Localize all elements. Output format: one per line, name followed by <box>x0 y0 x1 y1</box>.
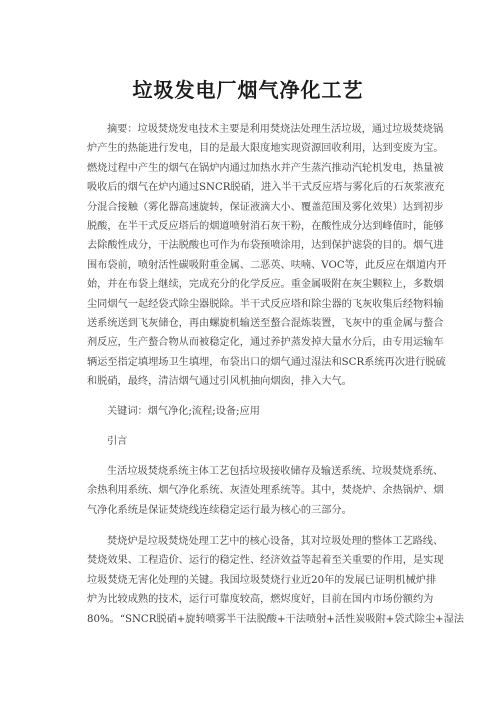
abstract-line: 炉产生的热能进行发电，目的是最大限度地实现资源回收利用，达到变废为宝。 <box>87 143 444 155</box>
abstract-line: 摘要：垃圾焚烧发电技术主要是利用焚烧法处理生活垃圾，通过垃圾焚烧锅 <box>107 124 444 135</box>
abstract-line: 围布袋前，喷射活性碳吸附重金属、二恶英、呋喃、VOC等，此反应在烟道内开 <box>87 259 447 271</box>
paragraph-line: 生活垃圾焚烧系统主体工艺包括垃圾接收储存及输送系统、垃圾焚烧系统、 <box>107 466 444 477</box>
document-title: 垃圾发电厂烟气净化工艺 <box>132 78 364 102</box>
abstract-line: 辆运至指定填埋场卫生填埋，布袋出口的烟气通过湿法和SCR系统再次进行脱硫 <box>87 356 446 368</box>
paragraph-line: 炉为比较成熟的技术，运行可靠度较高，燃烬度好，目前在国内市场份额约为 <box>87 594 434 606</box>
paragraph-line: 余热利用系统、烟气净化系统、灰渣处理系统等。其中，焚烧炉、余热锅炉、烟 <box>87 485 444 497</box>
intro-paragraph-1 <box>87 462 444 520</box>
abstract-line: 燃烧过程中产生的烟气在锅炉内通过加热水并产生蒸汽推动汽轮机发电，热量被 <box>87 162 444 174</box>
abstract-line: 尘同烟气一起经袋式除尘器脱除。半干式反应塔和除尘器的飞灰收集后经物料输 <box>87 298 444 310</box>
abstract-line: 吸收后的烟气在炉内通过SNCR脱硝，进入半干式反应塔与雾化后的石灰浆液充 <box>87 182 445 194</box>
paragraph-line: 气净化系统是保证焚烧线连续稳定运行最为核心的三部分。 <box>87 504 352 516</box>
paragraph-line: 80%。“SNCR脱硝+旋转喷雾半干法脱酸+干法喷射+活性炭吸附+袋式除尘+湿法 <box>87 613 464 625</box>
intro-heading-text: 引言 <box>107 436 128 447</box>
paragraph-line: 焚烧炉是垃圾焚烧处理工艺中的核心设备，其对垃圾处理的整体工艺路线、 <box>107 536 444 547</box>
abstract-line: 和脱硝，最终，清洁烟气通过引风机抽向烟囱，排入大气。 <box>87 376 352 388</box>
keywords <box>87 402 409 421</box>
abstract-line: 分混合接触（雾化器高速旋转，保证液滴大小、覆盖范围及雾化效果）达到初步 <box>87 201 444 213</box>
intro-paragraph-2 <box>87 532 464 629</box>
abstract-line: 去除酸性成分，干法脱酸也可作为布袋预喷涂用，达到保护滤袋的目的。烟气进 <box>87 240 444 252</box>
abstract-line: 脱酸，在半干式反应塔后的烟道喷射消石灰干粉，在酸性成分达到峰值时，能够 <box>87 220 444 232</box>
keywords-line: 关键词：烟气净化;流程;设备;应用 <box>107 406 260 417</box>
abstract-paragraph <box>87 120 447 391</box>
abstract-line: 送系统送到飞灰储仓，再由螺旋机输送至螯合混炼装置，飞灰中的重金属与螯合 <box>87 317 444 329</box>
abstract-line: 剂反应，生产螯合物从而被稳定化，通过养护蒸发掉大量水分后，由专用运输车 <box>87 337 444 349</box>
abstract-line: 始，并在布袋上继续，完成充分的化学反应。重金属吸附在灰尘颗粒上，多数烟 <box>87 279 444 291</box>
paragraph-line: 焚烧效果、工程造价、运行的稳定性、经济效益等起着至关重要的作用，是实现 <box>87 555 444 567</box>
intro-heading <box>87 432 409 451</box>
paragraph-line: 垃圾焚烧无害化处理的关键。我国垃圾焚烧行业近20年的发展已证明机械炉排 <box>87 574 437 586</box>
